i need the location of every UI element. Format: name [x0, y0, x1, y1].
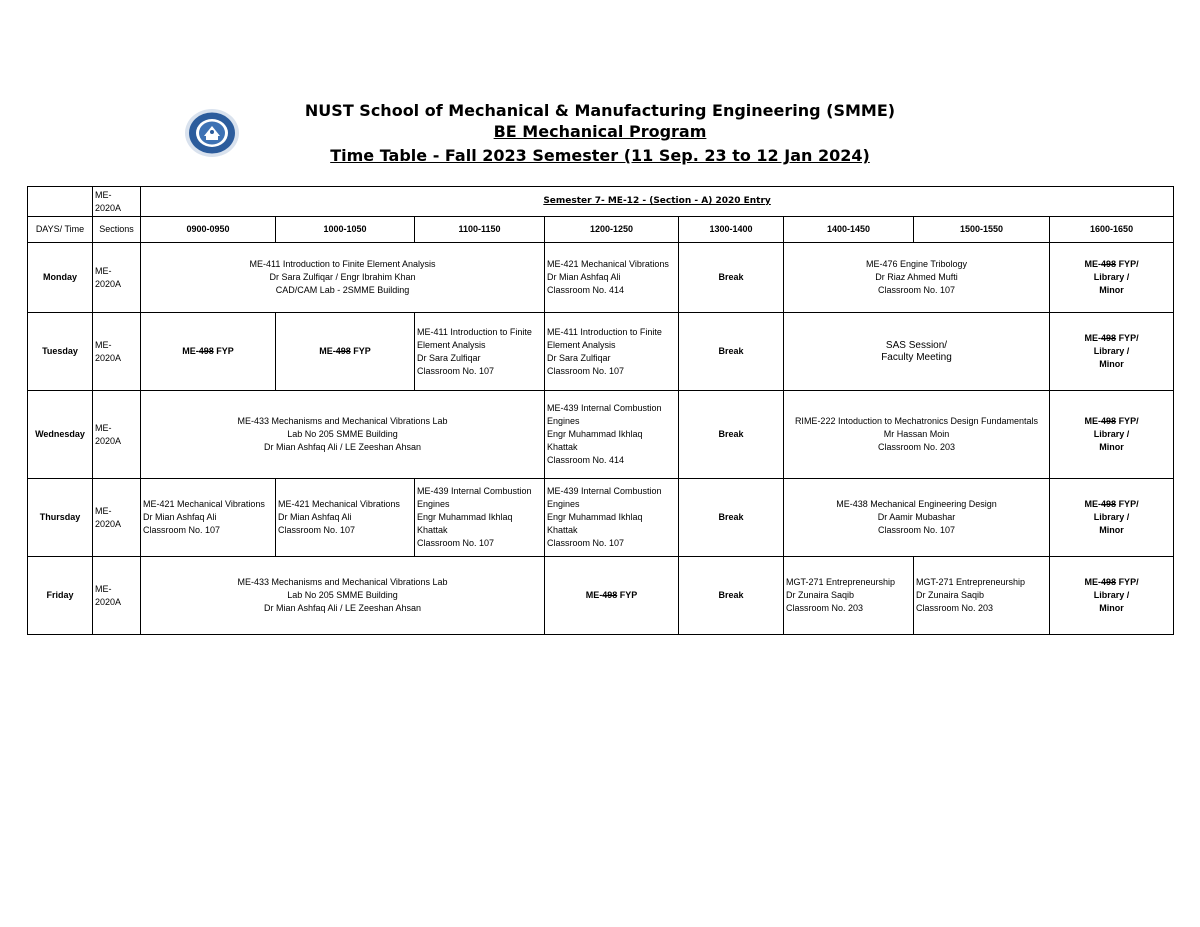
break-cell: Break — [679, 391, 784, 479]
day-row-friday — [28, 557, 1174, 635]
time-slot-header: 1600-1650 — [1050, 217, 1174, 243]
break-cell: Break — [679, 313, 784, 391]
section-code: ME- 2020A — [93, 557, 141, 635]
section-code: ME- 2020A — [93, 243, 141, 313]
time-slot-header: 1100-1150 — [415, 217, 545, 243]
class-cell: ME-439 Internal Combustion Engines Engr Muhammad Ikhlaq Khattak Classroom No. 107 — [545, 479, 679, 557]
class-cell: ME-411 Introduction to Finite Element Analysis Dr Sara Zulfiqar Classroom No. 107 — [545, 313, 679, 391]
fyp-library-cell: ME-498 FYP/ Library / Minor — [1050, 313, 1174, 391]
day-label: Thursday — [28, 479, 93, 557]
class-cell: ME-433 Mechanisms and Mechanical Vibrations Lab Lab No 205 SMME Building Dr Mian Ashfaq Ali / LE Zeeshan Ahsan — [141, 557, 545, 635]
fyp-library-cell: ME-498 FYP/ Library / Minor — [1050, 243, 1174, 313]
sas-session-cell: SAS Session/ Faculty Meeting — [784, 313, 1050, 391]
day-row-monday — [28, 243, 1174, 313]
fyp-cell: ME-498 FYP — [276, 313, 415, 391]
day-label: Wednesday — [28, 391, 93, 479]
break-cell: Break — [679, 557, 784, 635]
fyp-library-cell: ME-498 FYP/ Library / Minor — [1050, 391, 1174, 479]
sections-header: Sections — [93, 217, 141, 243]
class-cell: MGT-271 Entrepreneurship Dr Zunaira Saqib Classroom No. 203 — [914, 557, 1050, 635]
timetable-title: Time Table - Fall 2023 Semester (11 Sep. 23 to 12 Jan 2024) — [330, 146, 870, 165]
section-code: ME- 2020A — [93, 391, 141, 479]
class-cell: ME-433 Mechanisms and Mechanical Vibrations Lab Lab No 205 SMME Building Dr Mian Ashfaq Ali / LE Zeeshan Ahsan — [141, 391, 545, 479]
class-cell: ME-421 Mechanical Vibrations Dr Mian Ashfaq Ali Classroom No. 414 — [545, 243, 679, 313]
break-cell: Break — [679, 243, 784, 313]
class-cell: ME-421 Mechanical Vibrations Dr Mian Ashfaq Ali Classroom No. 107 — [276, 479, 415, 557]
days-time-header: DAYS/ Time — [28, 217, 93, 243]
class-cell: ME-476 Engine Tribology Dr Riaz Ahmed Mufti Classroom No. 107 — [784, 243, 1050, 313]
program-title: BE Mechanical Program — [493, 122, 707, 141]
day-label: Friday — [28, 557, 93, 635]
day-label: Tuesday — [28, 313, 93, 391]
fyp-library-cell: ME-498 FYP/ Library / Minor — [1050, 479, 1174, 557]
time-header-row — [28, 217, 1174, 243]
section-code: ME- 2020A — [93, 479, 141, 557]
time-slot-header: 1200-1250 — [545, 217, 679, 243]
class-cell: MGT-271 Entrepreneurship Dr Zunaira Saqib Classroom No. 203 — [784, 557, 914, 635]
fyp-library-cell: ME-498 FYP/ Library / Minor — [1050, 557, 1174, 635]
section-code: ME- 2020A — [93, 313, 141, 391]
class-cell: ME-438 Mechanical Engineering Design Dr Aamir Mubashar Classroom No. 107 — [784, 479, 1050, 557]
page-header — [0, 100, 1200, 166]
day-label: Monday — [28, 243, 93, 313]
class-cell: ME-411 Introduction to Finite Element Analysis Dr Sara Zulfiqar Classroom No. 107 — [415, 313, 545, 391]
time-slot-header: 0900-0950 — [141, 217, 276, 243]
class-cell: RIME-222 Intoduction to Mechatronics Design Fundamentals Mr Hassan Moin Classroom No. 203 — [784, 391, 1050, 479]
break-cell: Break — [679, 479, 784, 557]
day-row-wednesday — [28, 391, 1174, 479]
time-slot-header: 1500-1550 — [914, 217, 1050, 243]
section-row — [28, 187, 1174, 217]
timetable — [27, 186, 1174, 635]
fyp-cell: ME-498 FYP — [545, 557, 679, 635]
day-row-tuesday — [28, 313, 1174, 391]
section-title: Semester 7- ME-12 - (Section - A) 2020 Entry — [141, 187, 1174, 217]
class-cell: ME-439 Internal Combustion Engines Engr Muhammad Ikhlaq Khattak Classroom No. 414 — [545, 391, 679, 479]
class-cell: ME-439 Internal Combustion Engines Engr Muhammad Ikhlaq Khattak Classroom No. 107 — [415, 479, 545, 557]
class-cell: ME-411 Introduction to Finite Element Analysis Dr Sara Zulfiqar / Engr Ibrahim Khan CAD/CAM Lab - 2SMME Building — [141, 243, 545, 313]
blank-cell — [28, 187, 93, 217]
time-slot-header: 1000-1050 — [276, 217, 415, 243]
school-title: NUST School of Mechanical & Manufacturing Engineering (SMME) — [304, 101, 896, 120]
time-slot-header: 1300-1400 — [679, 217, 784, 243]
class-cell: ME-421 Mechanical Vibrations Dr Mian Ashfaq Ali Classroom No. 107 — [141, 479, 276, 557]
day-row-thursday — [28, 479, 1174, 557]
section-code: ME- 2020A — [93, 187, 141, 217]
time-slot-header: 1400-1450 — [784, 217, 914, 243]
fyp-cell: ME-498 FYP — [141, 313, 276, 391]
